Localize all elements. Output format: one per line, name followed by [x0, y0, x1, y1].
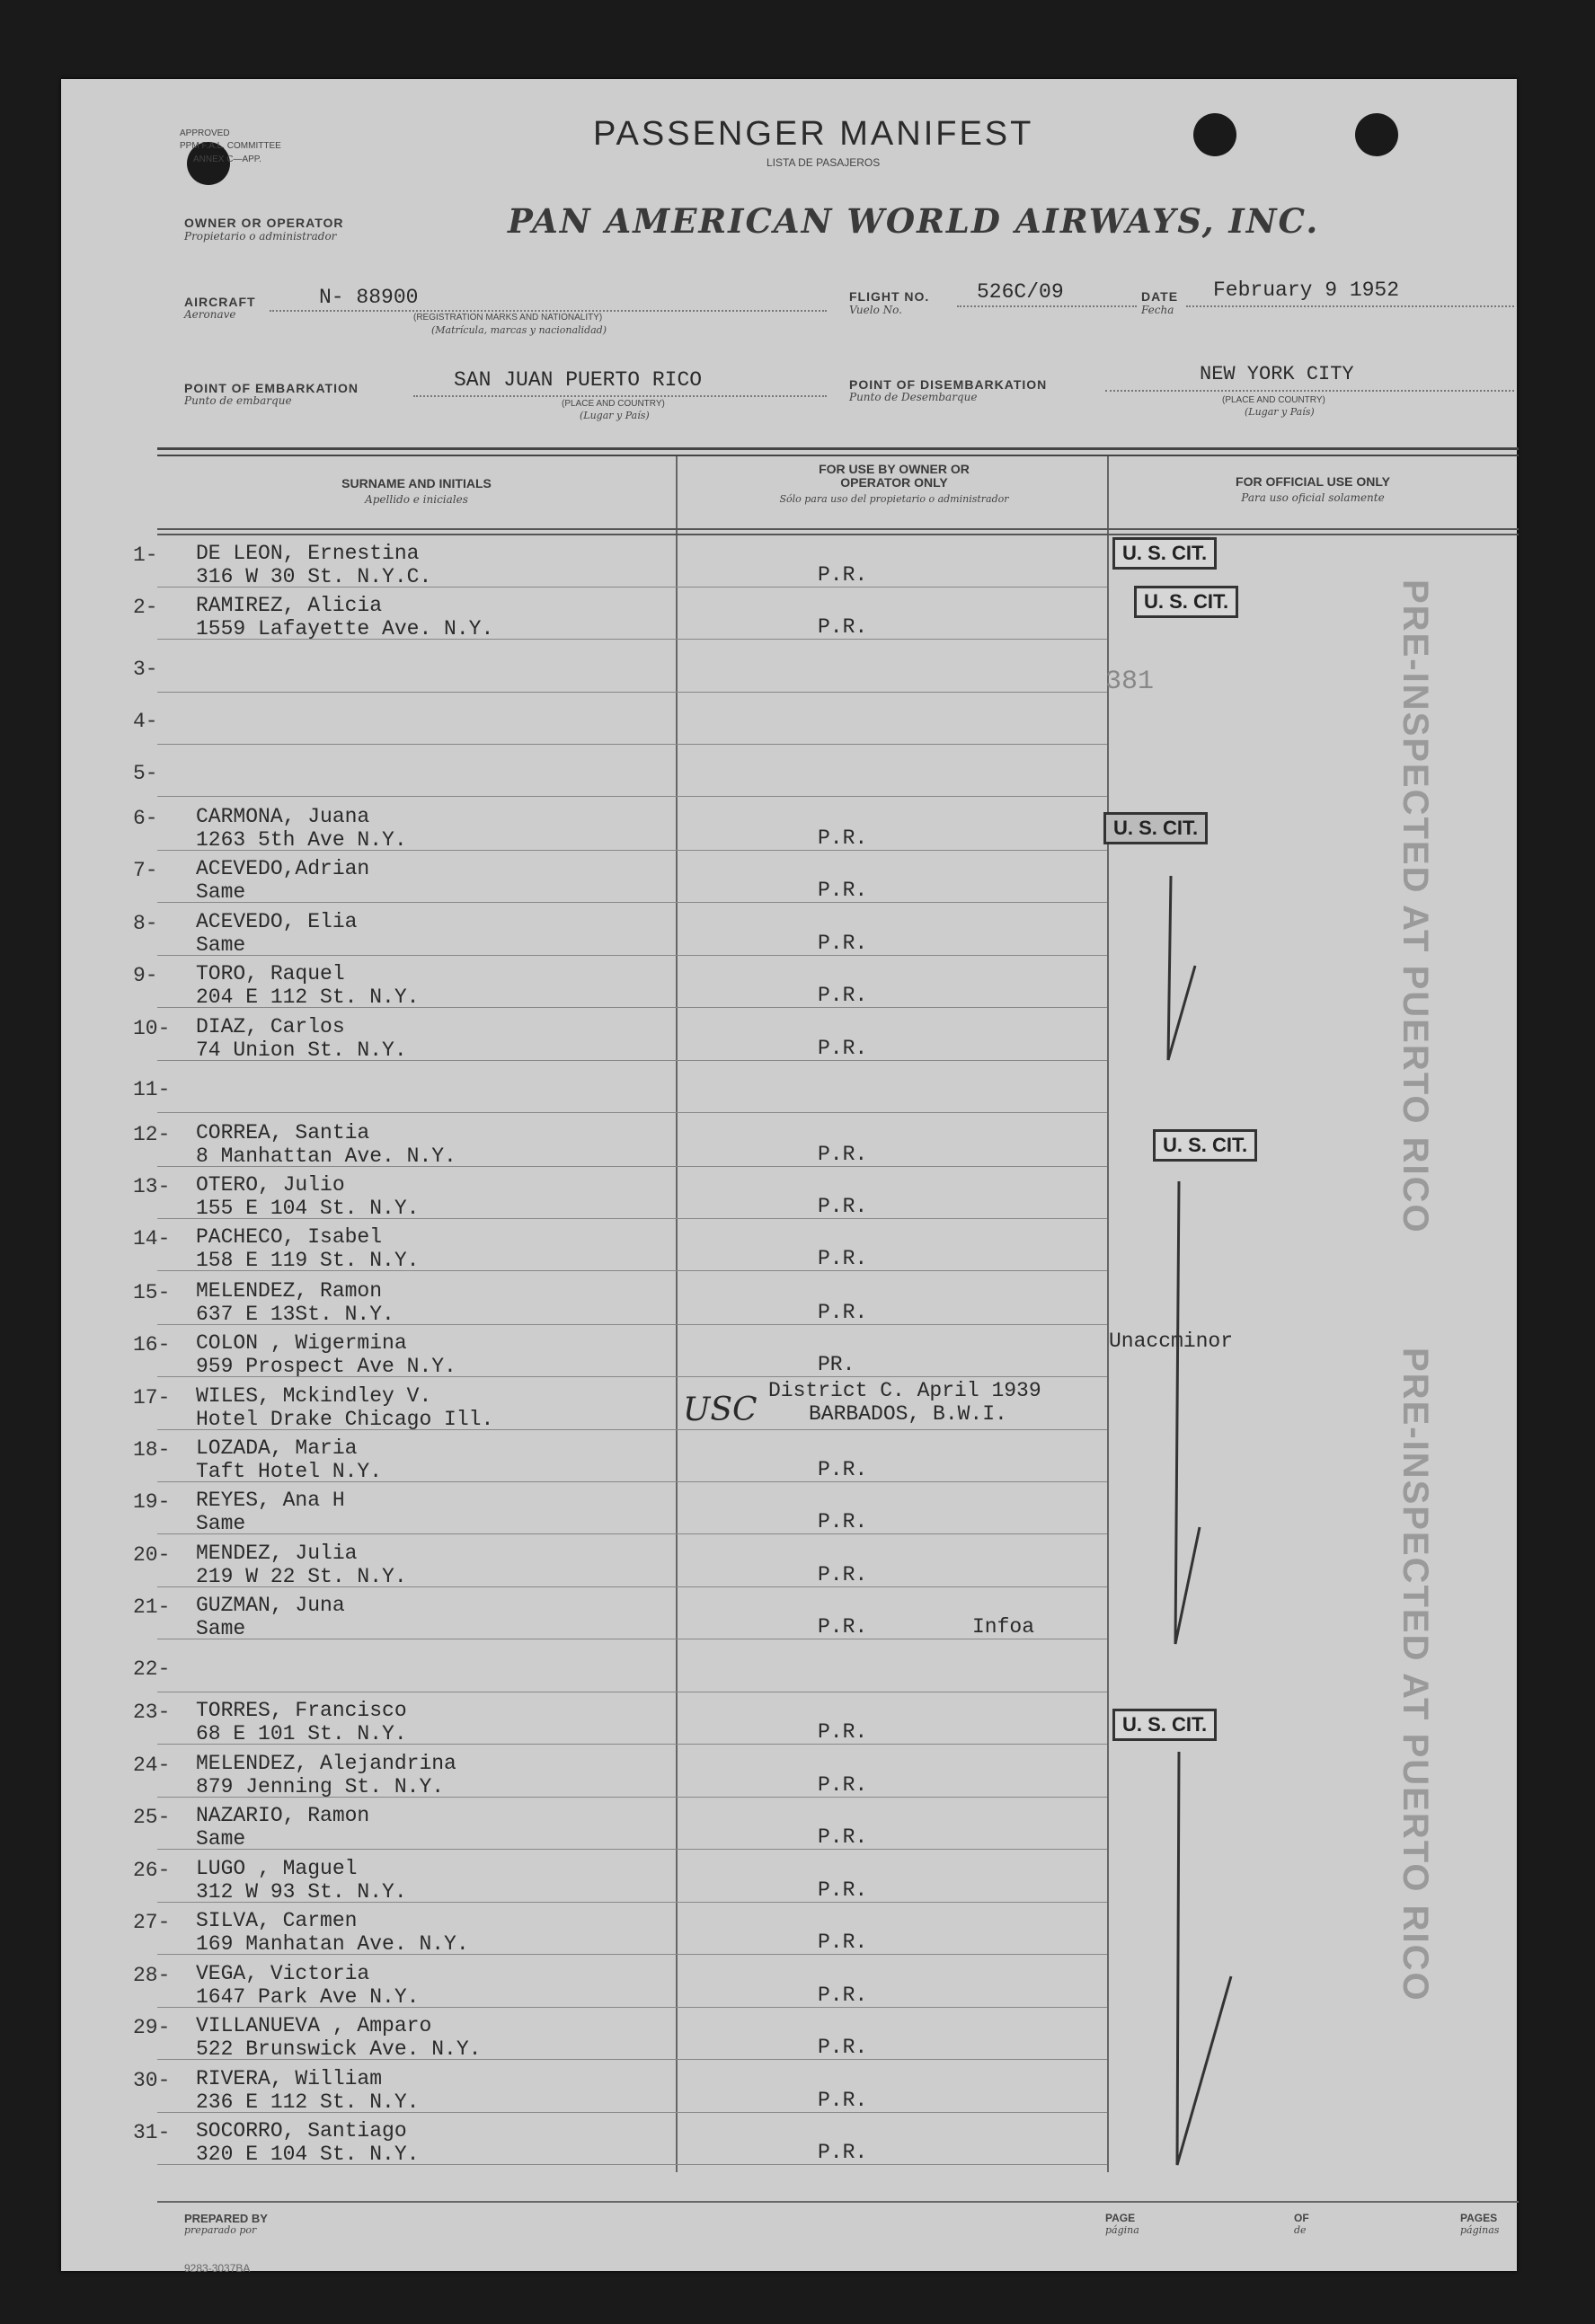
- operator-mark: P.R.: [818, 826, 868, 850]
- operator-mark: P.R.: [818, 1458, 868, 1481]
- row-number: 3-: [133, 658, 158, 681]
- preinspected-stamp: PRE-INSPECTED AT PUERTO RICO: [1396, 579, 1435, 1234]
- row-number: 17-: [133, 1386, 171, 1409]
- us-cit-stamp: U. S. CIT.: [1112, 1709, 1217, 1741]
- row-number: 18-: [133, 1438, 171, 1462]
- passenger-name: CORREA, Santia: [196, 1121, 370, 1144]
- flight-label: FLIGHT NO.: [849, 289, 930, 304]
- operator-mark: P.R.: [818, 1195, 868, 1218]
- row-number: 31-: [133, 2121, 171, 2144]
- operator-mark: P.R.: [818, 1878, 868, 1902]
- disembark-value: NEW YORK CITY: [1200, 363, 1354, 385]
- aircraft-value: N- 88900: [319, 286, 419, 309]
- operator-mark: P.R.: [818, 879, 868, 902]
- row-number: 28-: [133, 1964, 171, 1987]
- passenger-address: 8 Manhattan Ave. N.Y.: [196, 1144, 456, 1168]
- passenger-address: 320 E 104 St. N.Y.: [196, 2143, 420, 2166]
- passenger-address: Hotel Drake Chicago Ill.: [196, 1408, 494, 1431]
- passenger-address: 312 W 93 St. N.Y.: [196, 1880, 407, 1904]
- passenger-address: 1647 Park Ave N.Y.: [196, 1985, 420, 2009]
- passenger-name: RIVERA, William: [196, 2067, 383, 2090]
- passenger-name: LOZADA, Maria: [196, 1436, 358, 1460]
- row-number: 27-: [133, 1911, 171, 1934]
- row-number: 15-: [133, 1281, 171, 1304]
- passenger-address: 236 E 112 St. N.Y.: [196, 2090, 420, 2114]
- passenger-address: 522 Brunswick Ave. N.Y.: [196, 2037, 482, 2061]
- passenger-name: REYES, Ana H: [196, 1489, 345, 1512]
- prepared-label: PREPARED BY: [184, 2212, 268, 2225]
- passenger-address: 158 E 119 St. N.Y.: [196, 1249, 420, 1272]
- column-header-owner-use-sub: Sólo para uso del propietario o administrador: [779, 493, 1009, 505]
- passenger-name: MENDEZ, Julia: [196, 1542, 358, 1565]
- operator-mark: PR.: [818, 1353, 855, 1376]
- operator-note: BARBADOS, B.W.I.: [809, 1402, 1007, 1426]
- row-number: 11-: [133, 1078, 171, 1101]
- operator-mark: P.R.: [818, 1825, 868, 1849]
- operator-note: District C. April 1939: [768, 1379, 1041, 1402]
- row-number: 14-: [133, 1227, 171, 1250]
- passenger-name: MELENDEZ, Ramon: [196, 1279, 383, 1303]
- passenger-address: 1263 5th Ave N.Y.: [196, 828, 407, 852]
- passenger-name: GUZMAN, Juna: [196, 1594, 345, 1617]
- passenger-address: Same: [196, 1617, 246, 1640]
- registration-sub: (Matrícula, marcas y nacionalidad): [431, 324, 607, 336]
- operator-mark: P.R.: [818, 1931, 868, 1954]
- passenger-address: 68 E 101 St. N.Y.: [196, 1722, 407, 1745]
- row-number: 13-: [133, 1175, 171, 1198]
- column-header-official: FOR OFFICIAL USE ONLY: [1236, 474, 1390, 489]
- row-number: 1-: [133, 543, 158, 567]
- operator-mark: P.R.: [818, 1143, 868, 1166]
- passenger-address: 637 E 13St. N.Y.: [196, 1303, 394, 1326]
- owner-sub: Propietario o administrador: [184, 230, 337, 243]
- us-cit-stamp: U. S. CIT.: [1103, 812, 1208, 844]
- aircraft-sub: Aeronave: [184, 308, 236, 321]
- pages-label: PAGES: [1460, 2212, 1498, 2224]
- operator-mark: P.R.: [818, 1510, 868, 1533]
- aircraft-label: AIRCRAFT: [184, 295, 256, 309]
- row-number: 23-: [133, 1701, 171, 1724]
- passenger-name: CARMONA, Juana: [196, 805, 370, 828]
- disembark-sub: Punto de Desembarque: [849, 391, 978, 403]
- operator-mark: P.R.: [818, 563, 868, 587]
- disembark-place-label: (PLACE AND COUNTRY): [1222, 395, 1325, 405]
- operator-mark: P.R.: [818, 1773, 868, 1797]
- operator-mark: P.R.: [818, 932, 868, 955]
- flight-sub: Vuelo No.: [849, 304, 902, 316]
- prepared-sub: preparado por: [184, 2224, 257, 2236]
- operator-mark: P.R.: [818, 2036, 868, 2059]
- passenger-name: TORRES, Francisco: [196, 1699, 407, 1722]
- disembark-place-sub: (Lugar y País): [1245, 406, 1315, 418]
- us-cit-stamp: U. S. CIT.: [1134, 586, 1238, 618]
- official-note: Unaccminor: [1109, 1330, 1234, 1353]
- passenger-address: 879 Jenning St. N.Y.: [196, 1775, 445, 1798]
- page-subtitle: LISTA DE PASAJEROS: [766, 156, 881, 169]
- company-name: PAN AMERICAN WORLD AIRWAYS, INC.: [508, 201, 1320, 241]
- passenger-address: 316 W 30 St. N.Y.C.: [196, 565, 432, 588]
- row-number: 16-: [133, 1333, 171, 1356]
- row-number: 22-: [133, 1657, 171, 1681]
- passenger-address: 959 Prospect Ave N.Y.: [196, 1355, 456, 1378]
- passenger-address: Same: [196, 1512, 246, 1535]
- row-number: 12-: [133, 1123, 171, 1146]
- passenger-address: 155 E 104 St. N.Y.: [196, 1197, 420, 1220]
- passenger-name: PACHECO, Isabel: [196, 1225, 383, 1249]
- operator-mark: P.R.: [818, 1615, 868, 1639]
- passenger-name: VILLANUEVA , Amparo: [196, 2014, 432, 2037]
- row-number: 5-: [133, 762, 158, 785]
- row-number: 29-: [133, 2016, 171, 2039]
- row-number: 4-: [133, 710, 158, 733]
- operator-note: Infoa: [972, 1615, 1035, 1639]
- passenger-name: DE LEON, Ernestina: [196, 542, 420, 565]
- page-sub: página: [1105, 2224, 1139, 2236]
- handwritten-note: USC: [683, 1392, 758, 1428]
- operator-mark: P.R.: [818, 1720, 868, 1744]
- embark-sub: Punto de embarque: [184, 394, 292, 407]
- row-number: 8-: [133, 912, 158, 935]
- date-sub: Fecha: [1141, 304, 1174, 316]
- passenger-name: OTERO, Julio: [196, 1173, 345, 1197]
- passenger-name: ACEVEDO, Elia: [196, 910, 358, 933]
- us-cit-stamp: U. S. CIT.: [1153, 1129, 1257, 1162]
- embark-place-label: (PLACE AND COUNTRY): [562, 399, 665, 409]
- pages-sub: páginas: [1460, 2224, 1500, 2236]
- passenger-address: Same: [196, 933, 246, 957]
- of-label: OF: [1294, 2212, 1309, 2224]
- row-number: 9-: [133, 964, 158, 987]
- flight-value: 526C/09: [977, 280, 1064, 304]
- operator-mark: P.R.: [818, 1563, 868, 1586]
- form-number: 9283-3037BA: [184, 2262, 251, 2275]
- approved-stamp: APPROVED: [180, 128, 230, 138]
- row-number: 30-: [133, 2069, 171, 2092]
- operator-mark: P.R.: [818, 615, 868, 639]
- registration-label: (REGISTRATION MARKS AND NATIONALITY): [413, 313, 603, 323]
- row-number: 20-: [133, 1543, 171, 1567]
- passenger-name: VEGA, Victoria: [196, 1962, 370, 1985]
- approved-stamp-line2: PPM F.A.L. COMMITTEE: [180, 141, 281, 151]
- passenger-name: WILES, Mckindley V.: [196, 1384, 432, 1408]
- passenger-name: LUGO , Maguel: [196, 1857, 358, 1880]
- passenger-name: SILVA, Carmen: [196, 1909, 358, 1932]
- us-cit-stamp: U. S. CIT.: [1112, 537, 1217, 570]
- passenger-name: TORO, Raquel: [196, 962, 345, 985]
- date-value: February 9 1952: [1213, 278, 1400, 302]
- column-header-surname: SURNAME AND INITIALS: [341, 476, 492, 490]
- page-label: PAGE: [1105, 2212, 1136, 2224]
- column-header-surname-sub: Apellido e iniciales: [365, 493, 468, 506]
- embark-label: POINT OF EMBARKATION: [184, 381, 359, 395]
- owner-label: OWNER OR OPERATOR: [184, 216, 344, 230]
- row-number: 24-: [133, 1754, 171, 1777]
- disembark-label: POINT OF DISEMBARKATION: [849, 377, 1048, 392]
- row-number: 19-: [133, 1490, 171, 1514]
- column-header-official-sub: Para uso oficial solamente: [1241, 491, 1385, 504]
- row-number: 25-: [133, 1806, 171, 1829]
- row-number: 7-: [133, 859, 158, 882]
- passenger-address: 1559 Lafayette Ave. N.Y.: [196, 617, 494, 641]
- date-label: DATE: [1141, 289, 1179, 304]
- operator-mark: P.R.: [818, 2141, 868, 2164]
- passenger-address: Same: [196, 880, 246, 904]
- page-title: PASSENGER MANIFEST: [593, 115, 1034, 153]
- passenger-name: SOCORRO, Santiago: [196, 2119, 407, 2143]
- row-number: 26-: [133, 1859, 171, 1882]
- of-sub: de: [1294, 2224, 1307, 2236]
- operator-mark: P.R.: [818, 2089, 868, 2112]
- preinspected-stamp: PRE-INSPECTED AT PUERTO RICO: [1396, 1348, 1435, 2002]
- embark-value: SAN JUAN PUERTO RICO: [454, 368, 703, 392]
- passenger-address: 204 E 112 St. N.Y.: [196, 985, 420, 1009]
- passenger-address: 219 W 22 St. N.Y.: [196, 1565, 407, 1588]
- passenger-name: RAMIREZ, Alicia: [196, 594, 383, 617]
- operator-mark: P.R.: [818, 1984, 868, 2007]
- operator-mark: P.R.: [818, 1037, 868, 1060]
- passenger-name: COLON , Wigermina: [196, 1331, 407, 1355]
- passenger-address: Same: [196, 1827, 246, 1851]
- row-number: 21-: [133, 1595, 171, 1619]
- row-number: 10-: [133, 1017, 171, 1040]
- passenger-address: 74 Union St. N.Y.: [196, 1038, 407, 1062]
- operator-mark: P.R.: [818, 1247, 868, 1270]
- passenger-name: NAZARIO, Ramon: [196, 1804, 370, 1827]
- embark-place-sub: (Lugar y País): [580, 410, 650, 421]
- official-note: 381: [1105, 667, 1155, 697]
- passenger-address: Taft Hotel N.Y.: [196, 1460, 383, 1483]
- passenger-name: ACEVEDO,Adrian: [196, 857, 370, 880]
- operator-mark: P.R.: [818, 1301, 868, 1324]
- passenger-name: DIAZ, Carlos: [196, 1015, 345, 1038]
- operator-mark: P.R.: [818, 984, 868, 1007]
- approved-stamp-line3: ANNEX C—APP.: [193, 155, 261, 164]
- column-header-owner-use: FOR USE BY OWNER OR OPERATOR ONLY: [819, 462, 970, 490]
- passenger-name: MELENDEZ, Alejandrina: [196, 1752, 456, 1775]
- passenger-address: 169 Manhatan Ave. N.Y.: [196, 1932, 469, 1956]
- row-number: 2-: [133, 596, 158, 619]
- row-number: 6-: [133, 807, 158, 830]
